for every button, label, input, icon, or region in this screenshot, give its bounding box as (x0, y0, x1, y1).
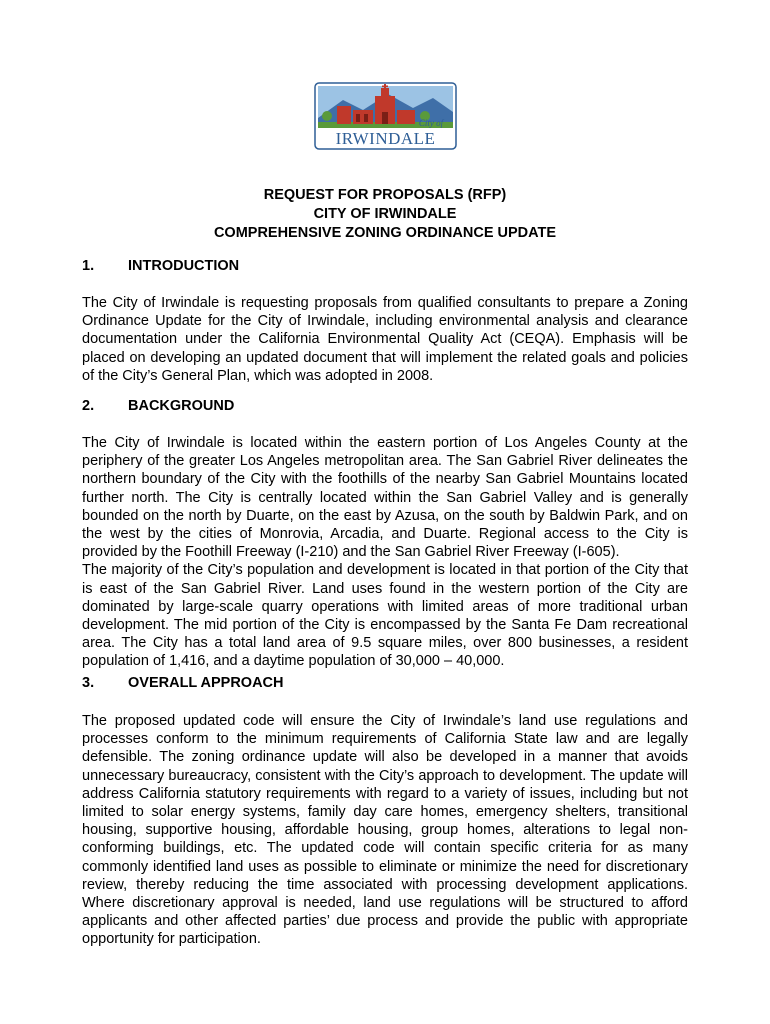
city-logo-graphic (313, 82, 458, 150)
section-title: BACKGROUND (128, 398, 235, 414)
logo-tree (322, 111, 332, 121)
section-number: 1. (82, 258, 95, 274)
title-line-2: CITY OF IRWINDALE (313, 206, 457, 222)
paragraph: The majority of the City’s population and development is located in that portion of the City that is east of the San Gabriel River. Land uses found in the western portion of the City are dominated by large-scale quarry operations with limited areas of more traditional urban development. The mid portion of the City is encompassed by the Santa Fe Dam recreational area. The City has a total land area of 9.5 square miles, over 800 businesses, a resident population of 1,416, and a daytime population of 30,000 – 40,000. (82, 562, 688, 670)
section-heading-overall-approach (82, 675, 284, 691)
city-logo (313, 82, 458, 150)
section-body-background (82, 434, 688, 671)
section-title: OVERALL APPROACH (128, 675, 284, 691)
title-line-3: COMPREHENSIVE ZONING ORDINANCE UPDATE (213, 225, 557, 241)
paragraph: The proposed updated code will ensure the City of Irwindale’s land use regulations and processes conform to the minimum requirements of California State law and are legally defensible. The zoning ordinance update will also be developed in a manner that avoids unnecessary bureaucracy, consistent with the City’s approach to development. The update will address California statutory requirements with regard to a variety of issues, including but not limited to solar energy systems, family day care homes, emergency shelters, transitional housing, supportive housing, affordable housing, group homes, alterations to legal non-conforming buildings, etc. The updated code will contain specific criteria for as many commonly identified land uses as possible to eliminate or minimize the need for discretionary review, thereby reducing the time associated with processing development applications. Where discretionary approval is needed, land use regulations will be structured to afford applicants and other affected parties’ due process and provide the public with appropriate opportunity for participation. (82, 713, 688, 948)
logo-small-text: City of (418, 118, 444, 128)
document-title-block (0, 186, 770, 243)
paragraph: The City of Irwindale is requesting proposals from qualified consultants to prepare a Zoning Ordinance Update for the City of Irwindale, including environmental analysis and clearance documentation under the California Environmental Quality Act (CEQA). Emphasis will be placed on developing an updated document that will implement the related goals and policies of the City’s General Plan, which was adopted in 2008. (82, 295, 688, 384)
title-line-1: REQUEST FOR PROPOSALS (RFP) (263, 187, 507, 203)
paragraph: The City of Irwindale is located within the eastern portion of Los Angeles County at the periphery of the greater Los Angeles metropolitan area. The San Gabriel River delineates the northern boundary of the City with the foothills of the nearby San Gabriel Mountains located further north. The City is centrally located within the San Gabriel Valley and is generally bounded on the north by Duarte, on the east by Azusa, on the south by Baldwin Park, and on the west by the cities of Monrovia, Arcadia, and Duarte. Regional access to the City is provided by the Foothill Freeway (I-210) and the San Gabriel River Freeway (I-605). (82, 435, 688, 561)
logo-building-right (397, 110, 415, 124)
logo-building-left (337, 106, 351, 124)
section-heading-background (82, 398, 234, 414)
logo-tower-top (381, 88, 389, 96)
section-heading-introduction (82, 258, 239, 274)
section-number: 3. (82, 675, 95, 691)
section-number: 2. (82, 398, 95, 414)
section-title: INTRODUCTION (128, 258, 240, 274)
logo-name: IRWINDALE (335, 129, 436, 148)
section-body-overall-approach (82, 712, 688, 949)
section-body-introduction (82, 294, 688, 385)
